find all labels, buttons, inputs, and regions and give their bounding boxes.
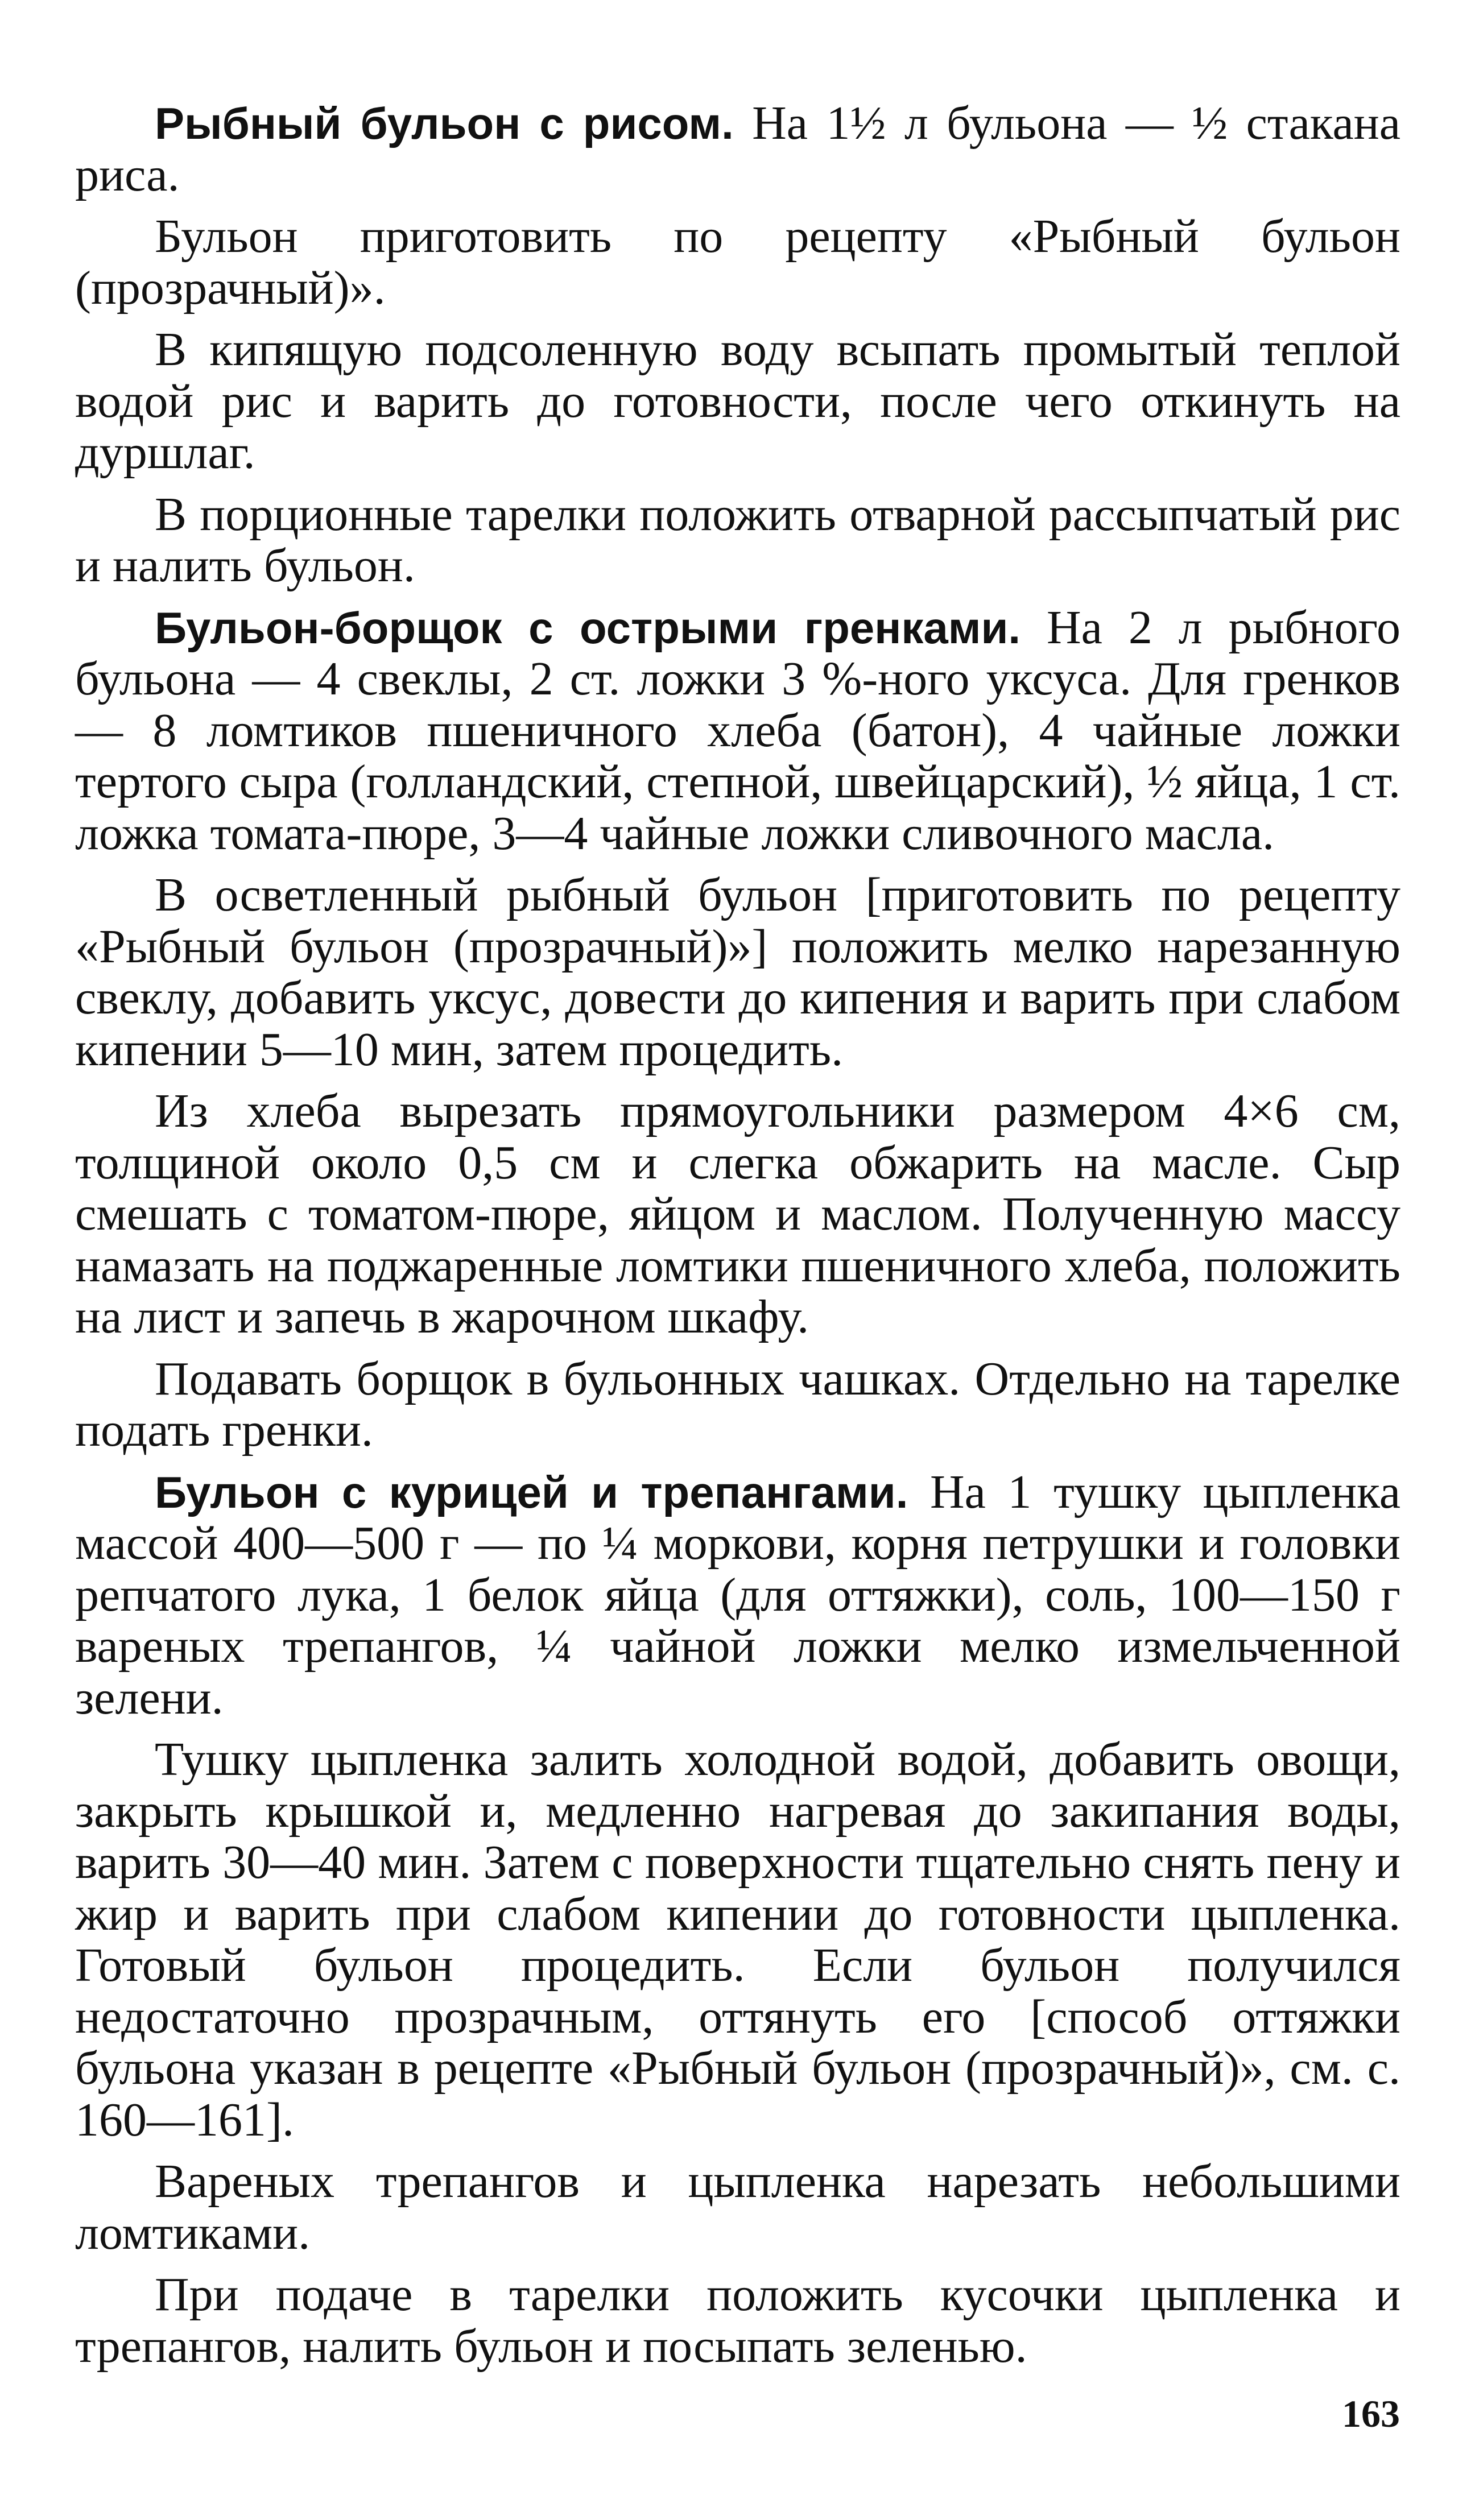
recipe-paragraph-12: [75, 2269, 1400, 2372]
recipe-paragraph-9: [75, 1467, 1400, 1724]
page-body: [75, 98, 1400, 2382]
recipe-heading-chicken-trepang: Бульон с курицей и трепангами.: [155, 1467, 908, 1517]
paragraph-text: На 2 л рыбного бульона — 4 свеклы, 2 ст. ложки 3 %-ного уксуса. Для гренков — 8 ломтиков пшеничного хлеба (батон), 4 чайные ложки тертого сыра (голландский, степной, швейцарский), ½ яйца, 1 ст. ложка томата-пюре, 3—4 чайные ложки сливочного масла.: [75, 601, 1401, 860]
paragraph-text: На 1 тушку цыпленка массой 400—500 г — по ¼ моркови, корня петрушки и головки репчатого лука, 1 белок яйца (для оттяжки), соль, 100—150 г вареных трепангов, ¼ чайной ложки мелко измельченной зелени.: [75, 1465, 1400, 1724]
paragraph-text: На 1½ л бульона — ½ стакана риса.: [75, 97, 1400, 201]
recipe-paragraph-7: [75, 1086, 1400, 1343]
paragraph-text: В кипящую подсоленную воду всыпать промытый теплой водой рис и варить до готовности, после чего откинуть на дуршлаг.: [75, 323, 1400, 479]
paragraph-text: Тушку цыпленка залить холодной водой, добавить овощи, закрыть крышкой и, медленно нагревая до закипания воды, варить 30—40 мин. Затем с поверхности тщательно снять пену и жир и варить при слабом кипении до готовности цыпленка. Готовый бульон процедить. Если бульон получился недостаточно прозрачным, оттянуть его [способ оттяжки бульона указан в рецепте «Рыбный бульон (прозрачный)», см. с. 160—161].: [75, 1733, 1400, 2146]
recipe-paragraph-11: [75, 2156, 1400, 2259]
paragraph-text: Бульон приготовить по рецепту «Рыбный бульон (прозрачный)».: [75, 210, 1400, 315]
recipe-heading-borshchok: Бульон-борщок с острыми гренками.: [155, 602, 1021, 653]
paragraph-text: В осветленный рыбный бульон [приготовить по рецепту «Рыбный бульон (прозрачный)»] положить мелко нарезанную свеклу, добавить уксус, довести до кипения и варить при слабом кипении 5—10 мин, затем процедить.: [75, 868, 1400, 1076]
paragraph-text: При подаче в тарелки положить кусочки цыпленка и трепангов, налить бульон и посыпать зеленью.: [75, 2268, 1400, 2373]
recipe-heading-fish-broth-rice: Рыбный бульон с рисом.: [155, 98, 734, 148]
recipe-paragraph-8: [75, 1354, 1400, 1456]
page-number: 163: [1342, 2392, 1400, 2435]
paragraph-text: В порционные тарелки положить отварной рассыпчатый рис и налить бульон.: [75, 487, 1400, 592]
paragraph-text: Из хлеба вырезать прямоугольники размером 4×6 см, толщиной около 0,5 см и слегка обжарить на масле. Сыр смешать с томатом-пюре, яйцом и маслом. Полученную массу намазать на поджаренные ломтики пшеничного хлеба, положить на лист и запечь в жарочном шкафу.: [75, 1085, 1400, 1343]
recipe-paragraph-10: [75, 1734, 1400, 2146]
paragraph-text: Подавать борщок в бульонных чашках. Отдельно на тарелке подать гренки.: [75, 1352, 1400, 1456]
recipe-paragraph-6: [75, 870, 1400, 1075]
paragraph-text: Вареных трепангов и цыпленка нарезать небольшими ломтиками.: [75, 2155, 1400, 2260]
recipe-paragraph-1: [75, 98, 1400, 201]
recipe-paragraph-2: [75, 211, 1400, 314]
recipe-paragraph-5: [75, 602, 1400, 860]
recipe-paragraph-4: [75, 489, 1400, 592]
recipe-paragraph-3: [75, 324, 1400, 479]
